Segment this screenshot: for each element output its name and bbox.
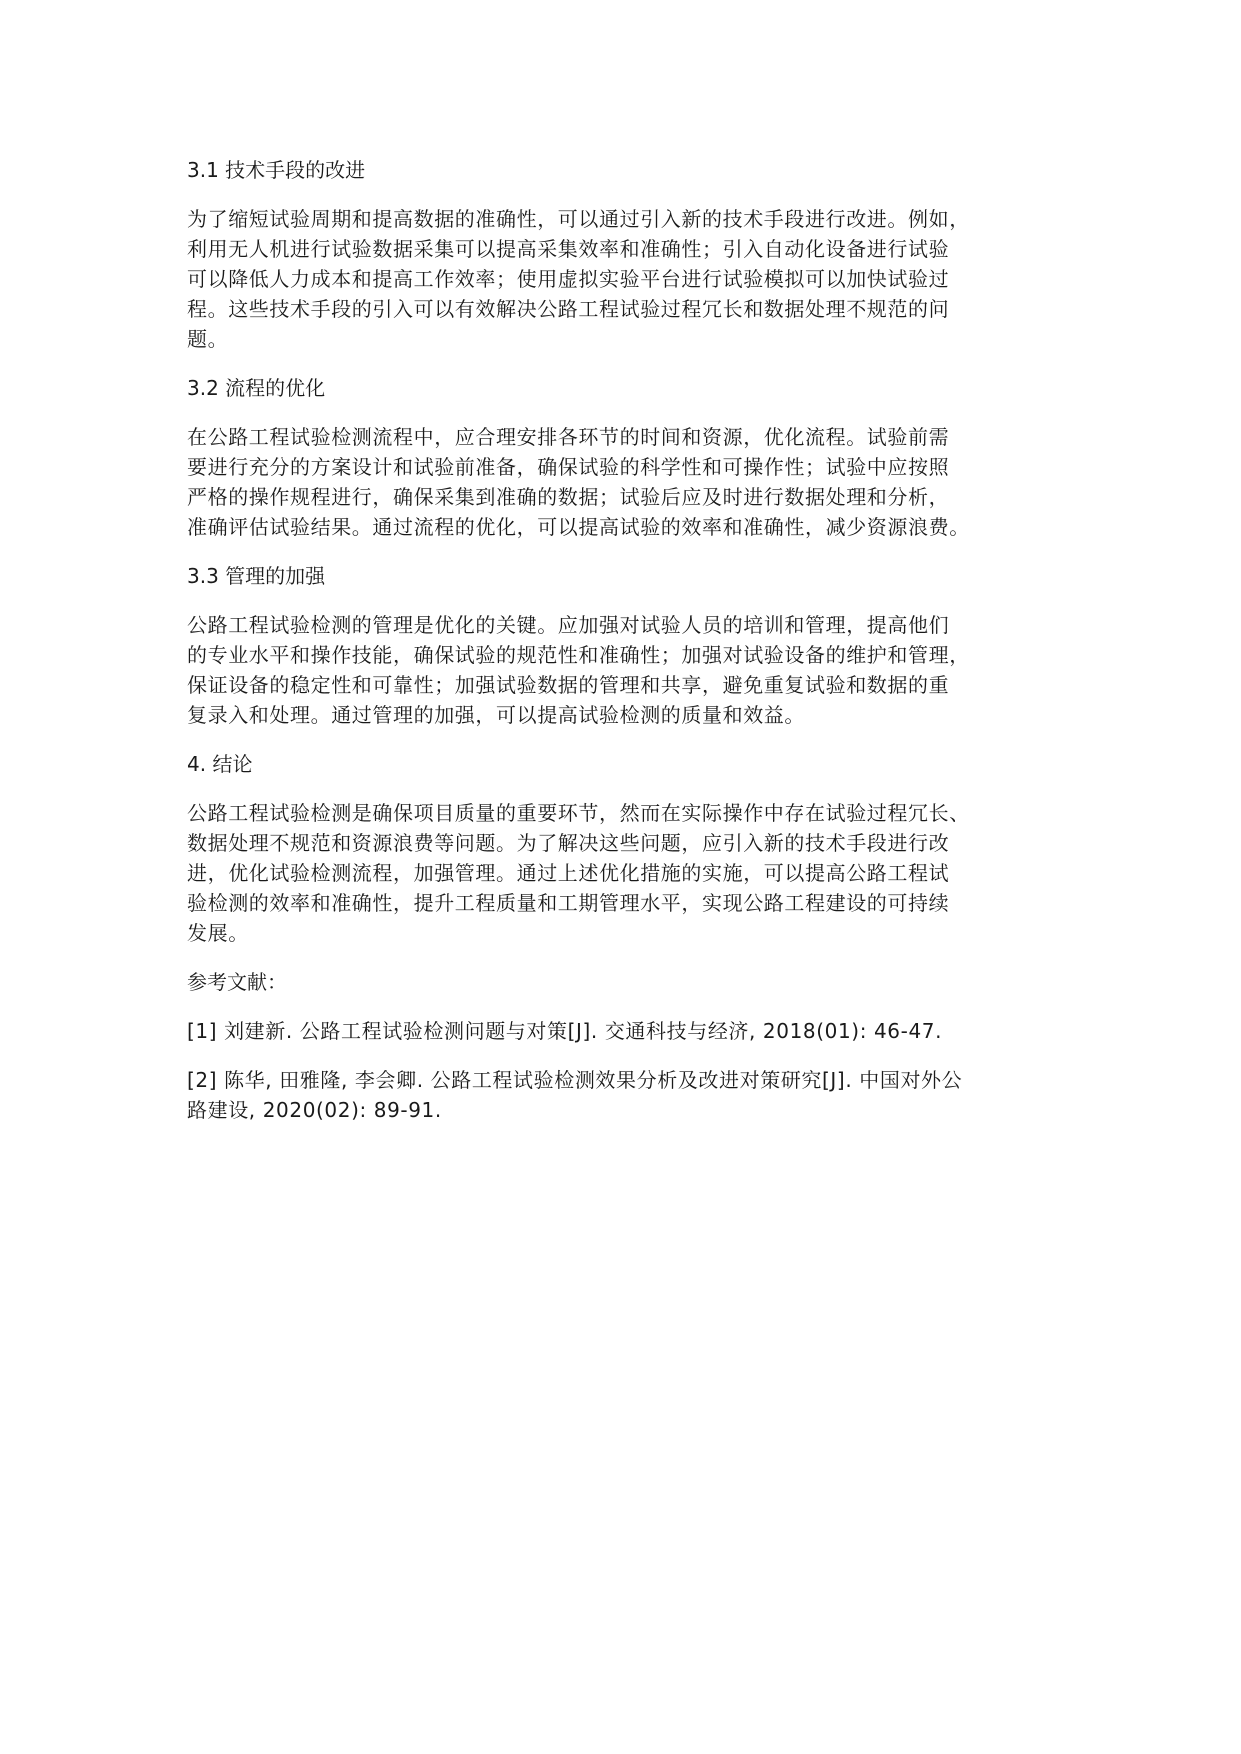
paragraph-3-2	[187, 422, 1067, 542]
paragraph-line: 利用无人机进行试验数据采集可以提高采集效率和准确性；引入自动化设备进行试验	[187, 237, 950, 261]
paragraph-line: 公路工程试验检测是确保项目质量的重要环节，然而在实际操作中存在试验过程冗长、	[187, 801, 970, 825]
references-heading: 参考文献：	[187, 970, 287, 994]
reference-line: [1] 刘建新. 公路工程试验检测问题与对策[J]. 交通科技与经济, 2018(01): 46-47.	[187, 1019, 943, 1043]
paragraph-line: 题。	[187, 327, 229, 351]
paragraph-line: 数据处理不规范和资源浪费等问题。为了解决这些问题，应引入新的技术手段进行改	[187, 831, 950, 855]
section-heading-3-3: 3.3 管理的加强	[187, 564, 326, 588]
paragraph-line: 在公路工程试验检测流程中，应合理安排各环节的时间和资源，优化流程。试验前需	[187, 425, 950, 449]
section-heading-3-1: 3.1 技术手段的改进	[187, 158, 366, 182]
reference-line: [2] 陈华, 田雅隆, 李会卿. 公路工程试验检测效果分析及改进对策研究[J]. 中国对外公	[187, 1068, 963, 1092]
paragraph-line: 可以降低人力成本和提高工作效率；使用虚拟实验平台进行试验模拟可以加快试验过	[187, 267, 950, 291]
paragraph-line: 发展。	[187, 921, 249, 945]
paragraph-4	[187, 798, 1067, 948]
paragraph-3-1	[187, 204, 1067, 354]
document-page	[187, 155, 1067, 1144]
paragraph-line: 验检测的效率和准确性，提升工程质量和工期管理水平，实现公路工程建设的可持续	[187, 891, 950, 915]
paragraph-line: 程。这些技术手段的引入可以有效解决公路工程试验过程冗长和数据处理不规范的问	[187, 297, 950, 321]
paragraph-line: 要进行充分的方案设计和试验前准备，确保试验的科学性和可操作性；试验中应按照	[187, 455, 950, 479]
reference-line: 路建设, 2020(02): 89-91.	[187, 1098, 442, 1122]
section-heading-3-2: 3.2 流程的优化	[187, 376, 326, 400]
section-heading-4: 4. 结论	[187, 752, 253, 776]
reference-item-2	[187, 1065, 1067, 1125]
paragraph-line: 保证设备的稳定性和可靠性；加强试验数据的管理和共享，避免重复试验和数据的重	[187, 673, 950, 697]
reference-item-1	[187, 1016, 1067, 1046]
paragraph-line: 为了缩短试验周期和提高数据的准确性，可以通过引入新的技术手段进行改进。例如，	[187, 207, 970, 231]
paragraph-line: 复录入和处理。通过管理的加强，可以提高试验检测的质量和效益。	[187, 703, 805, 727]
paragraph-line: 进，优化试验检测流程，加强管理。通过上述优化措施的实施，可以提高公路工程试	[187, 861, 950, 885]
paragraph-line: 的专业水平和操作技能，确保试验的规范性和准确性；加强对试验设备的维护和管理，	[187, 643, 970, 667]
paragraph-line: 准确评估试验结果。通过流程的优化，可以提高试验的效率和准确性，减少资源浪费。	[187, 515, 970, 539]
paragraph-3-3	[187, 610, 1067, 730]
paragraph-line: 严格的操作规程进行，确保采集到准确的数据；试验后应及时进行数据处理和分析，	[187, 485, 950, 509]
paragraph-line: 公路工程试验检测的管理是优化的关键。应加强对试验人员的培训和管理，提高他们	[187, 613, 950, 637]
